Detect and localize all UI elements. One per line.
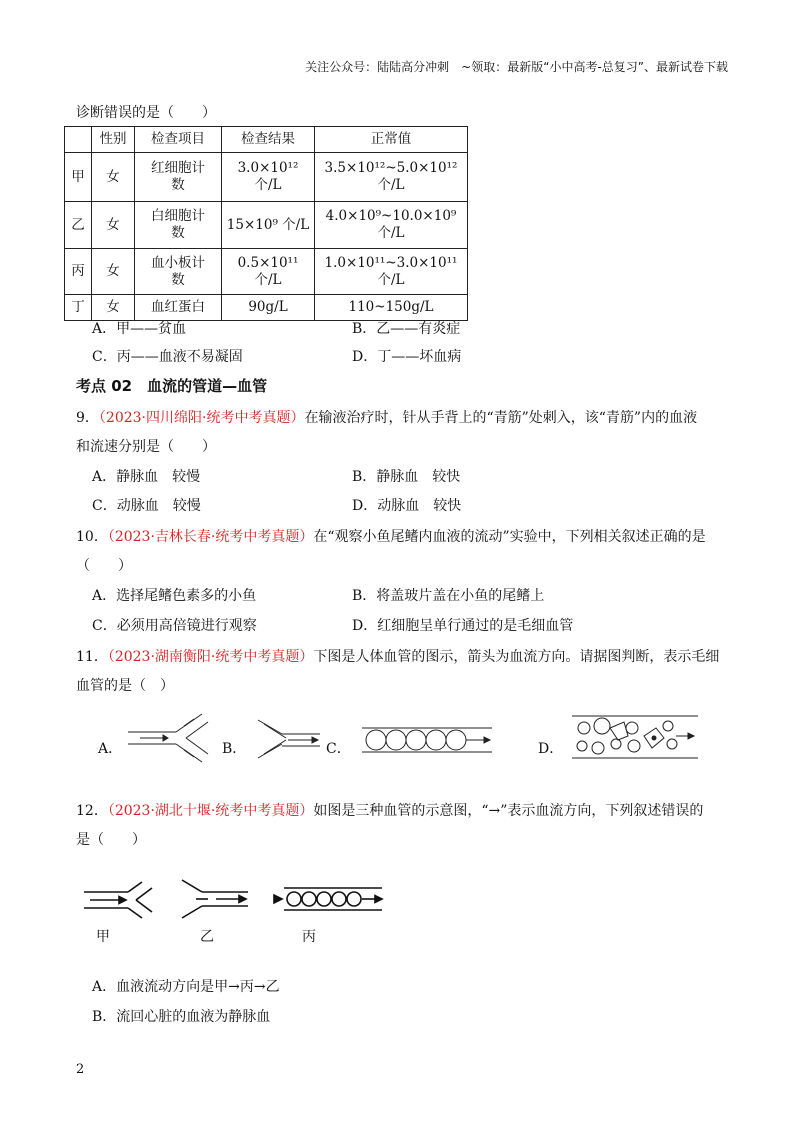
question-number: 11．	[76, 649, 108, 665]
q8-option-d: D．丁——坏血病	[352, 349, 462, 365]
table-cell: 4.0×10⁹~10.0×10⁹ 个/L	[315, 202, 468, 249]
q11-label-b: B．	[222, 741, 247, 757]
fig-label-jia: 甲	[96, 929, 110, 945]
vessel-diagram-c	[362, 726, 512, 754]
fig-label-yi: 乙	[200, 929, 214, 945]
fig-label-bing: 丙	[302, 929, 316, 945]
table-cell: 女	[92, 295, 135, 321]
question-source: （2023·湖南衡阳·统考中考真题）	[107, 649, 314, 665]
question-9	[76, 407, 697, 427]
q11-label-c: C．	[326, 741, 351, 757]
question-number: 10．	[76, 529, 108, 545]
table-header: 正常值	[315, 127, 468, 153]
table-cell: 丁	[65, 295, 92, 321]
q12-option-b: B．流回心脏的血液为静脉血	[92, 1009, 271, 1025]
question-text: 在输液治疗时，针从手背上的“青筋”处刺入，该“青筋”内的血液	[304, 410, 698, 426]
table-cell: 女	[92, 202, 135, 249]
question-8-tail: 诊断错误的是（ ）	[76, 105, 216, 121]
q9-option-b: B．静脉血 较快	[352, 469, 461, 485]
table-cell: 甲	[65, 153, 92, 202]
table-cell: 110~150g/L	[315, 295, 468, 321]
question-text: 下图是人体血管的图示，箭头为血流方向。请据图判断，表示毛细	[313, 649, 720, 665]
table-row	[65, 249, 468, 295]
table-row	[65, 153, 468, 202]
blood-test-table	[64, 126, 468, 321]
question-11-cont: 血管的是（ ）	[76, 678, 174, 694]
table-cell: 血红蛋白	[135, 295, 222, 321]
vessel-diagram-d	[572, 714, 702, 760]
vessel-diagram-b	[258, 718, 328, 762]
table-cell: 1.0×10¹¹~3.0×10¹¹ 个/L	[315, 249, 468, 295]
table-row	[65, 295, 468, 321]
question-number: 12．	[76, 803, 108, 819]
question-10-cont: （ ）	[76, 558, 132, 574]
question-text: 如图是三种血管的示意图，“→”表示血流方向，下列叙述错误的	[313, 803, 704, 819]
q10-option-a: A．选择尾鳍色素多的小鱼	[92, 588, 257, 604]
question-12-cont: 是（ ）	[76, 832, 146, 848]
table-cell	[135, 153, 222, 202]
q8-option-b: B．乙——有炎症	[352, 321, 461, 337]
question-source: （2023·吉林长春·统考中考真题）	[107, 529, 314, 545]
q10-option-c: C．必须用高倍镜进行观察	[92, 618, 257, 634]
table-cell: 15×10⁹ 个/L	[222, 202, 315, 249]
q9-option-a: A．静脉血 较慢	[92, 469, 201, 485]
vessel-figure-yi	[180, 878, 260, 920]
table-cell: 0.5×10¹¹ 个/L	[222, 249, 315, 295]
item-text: 红细胞计数	[151, 160, 205, 193]
question-11	[76, 646, 719, 666]
table-row	[65, 202, 468, 249]
page-header: 关注公众号：陆陆高分冲刺 ~领取：最新版“小中高考-总复习”、最新试卷下载	[305, 60, 728, 74]
section-title: 考点 02 血流的管道—血管	[76, 377, 268, 395]
table-cell: 女	[92, 153, 135, 202]
q10-option-d: D．红细胞呈单行通过的是毛细血管	[352, 618, 574, 634]
q8-option-c: C．丙——血液不易凝固	[92, 349, 243, 365]
question-12	[76, 800, 703, 820]
q11-label-a: A．	[98, 741, 123, 757]
table-cell: 丙	[65, 249, 92, 295]
q9-option-c: C．动脉血 较慢	[92, 498, 201, 514]
vessel-diagram-a	[128, 712, 218, 762]
table-header: 检查结果	[222, 127, 315, 153]
table-header	[65, 127, 92, 153]
question-10	[76, 526, 706, 546]
q12-option-a: A．血液流动方向是甲→丙→乙	[92, 979, 280, 995]
table-cell: 女	[92, 249, 135, 295]
question-number: 9．	[76, 410, 99, 426]
q10-option-b: B．将盖玻片盖在小鱼的尾鳍上	[352, 588, 545, 604]
table-cell	[135, 202, 222, 249]
vessel-figure-jia	[84, 880, 164, 920]
q9-option-d: D．动脉血 较快	[352, 498, 462, 514]
table-header: 检查项目	[135, 127, 222, 153]
item-text: 白细胞计数	[151, 208, 205, 241]
page-number: 2	[76, 1062, 85, 1077]
q11-label-d: D．	[538, 741, 564, 757]
question-text: 在“观察小鱼尾鳍内血液的流动”实验中，下列相关叙述正确的是	[313, 529, 706, 545]
table-cell: 乙	[65, 202, 92, 249]
vessel-figure-bing	[272, 886, 392, 912]
table-cell: 3.5×10¹²~5.0×10¹² 个/L	[315, 153, 468, 202]
question-9-cont: 和流速分别是（ ）	[76, 439, 216, 455]
question-source: （2023·湖北十堰·统考中考真题）	[107, 803, 314, 819]
table-header: 性别	[92, 127, 135, 153]
table-cell	[135, 249, 222, 295]
table-cell: 90g/L	[222, 295, 315, 321]
item-text: 血小板计数	[151, 254, 205, 288]
question-source: （2023·四川绵阳·统考中考真题）	[98, 410, 305, 426]
q8-option-a: A．甲——贫血	[92, 321, 187, 337]
table-cell: 3.0×10¹² 个/L	[222, 153, 315, 202]
